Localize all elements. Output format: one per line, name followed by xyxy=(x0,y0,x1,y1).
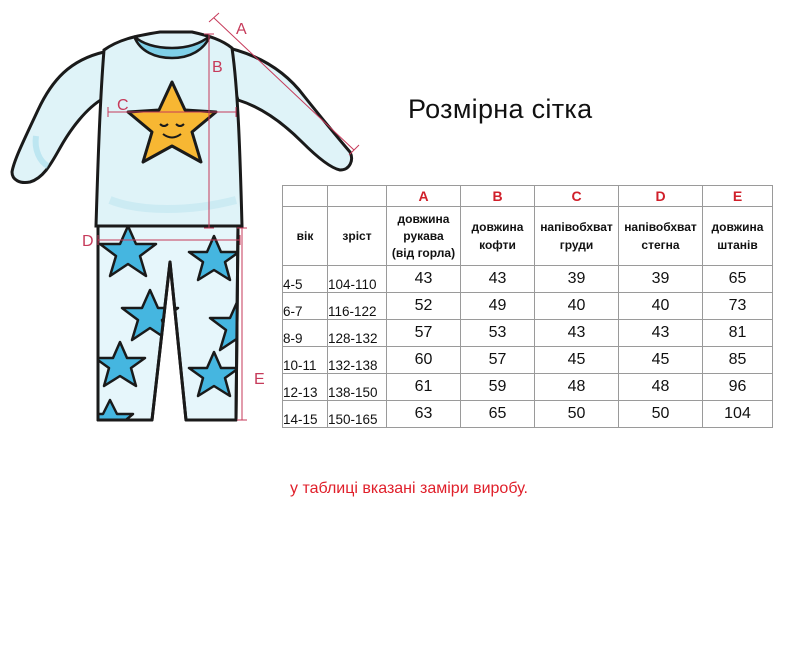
measure-cell: 96 xyxy=(703,374,773,401)
label-a: A xyxy=(236,21,247,38)
measure-cell: 65 xyxy=(461,401,535,428)
measure-cell: 65 xyxy=(703,266,773,293)
column-header-line: штанів xyxy=(717,238,758,252)
table-row xyxy=(283,374,773,401)
height-cell: 150-165 xyxy=(328,401,387,428)
measure-cell: 104 xyxy=(703,401,773,428)
age-cell: 8-9 xyxy=(283,320,328,347)
letter-cell: E xyxy=(703,186,773,207)
column-header-line: довжина xyxy=(711,220,764,234)
measure-cell: 48 xyxy=(535,374,619,401)
column-header-line: груди xyxy=(559,238,594,252)
measure-cell: 43 xyxy=(461,266,535,293)
measure-cell: 57 xyxy=(387,320,461,347)
letter-cell xyxy=(283,186,328,207)
measure-cell: 63 xyxy=(387,401,461,428)
label-e: E xyxy=(254,371,265,388)
measure-cell: 40 xyxy=(535,293,619,320)
column-header xyxy=(283,207,328,266)
measurement-note: у таблиці вказані заміри виробу. xyxy=(290,480,528,497)
measure-cell: 43 xyxy=(619,320,703,347)
pants xyxy=(87,226,266,440)
measure-cell: 52 xyxy=(387,293,461,320)
table-row xyxy=(283,320,773,347)
height-cell: 132-138 xyxy=(328,347,387,374)
measure-cell: 81 xyxy=(703,320,773,347)
measure-cell: 50 xyxy=(535,401,619,428)
letter-cell: D xyxy=(619,186,703,207)
measure-cell: 49 xyxy=(461,293,535,320)
measure-cell: 48 xyxy=(619,374,703,401)
measure-cell: 50 xyxy=(619,401,703,428)
measure-cell: 57 xyxy=(461,347,535,374)
column-header-line: (від горла) xyxy=(391,245,456,260)
column-header-line: стегна xyxy=(641,238,680,252)
column-header xyxy=(461,207,535,266)
column-header-line: напівобхват xyxy=(624,220,697,234)
left-sleeve xyxy=(12,52,104,183)
column-header-line: вік xyxy=(296,229,314,243)
letter-cell: A xyxy=(387,186,461,207)
measure-cell: 53 xyxy=(461,320,535,347)
table-row xyxy=(283,347,773,374)
measure-cell: 59 xyxy=(461,374,535,401)
size-table xyxy=(282,185,773,428)
label-d: D xyxy=(82,233,94,250)
age-cell: 12-13 xyxy=(283,374,328,401)
label-b: B xyxy=(212,59,223,76)
column-header-row xyxy=(283,207,773,266)
column-header xyxy=(703,207,773,266)
column-header xyxy=(387,207,461,266)
letter-cell xyxy=(328,186,387,207)
measure-cell: 40 xyxy=(619,293,703,320)
column-header-line: кофти xyxy=(479,238,516,252)
letter-header-row xyxy=(283,186,773,207)
measure-cell: 85 xyxy=(703,347,773,374)
column-header xyxy=(619,207,703,266)
table-row xyxy=(283,266,773,293)
column-header-line: рукава xyxy=(403,228,444,243)
height-cell: 104-110 xyxy=(328,266,387,293)
size-table-body xyxy=(283,266,773,428)
height-cell: 128-132 xyxy=(328,320,387,347)
measure-cell: 45 xyxy=(619,347,703,374)
age-cell: 4-5 xyxy=(283,266,328,293)
measure-cell: 39 xyxy=(535,266,619,293)
column-header-line: напівобхват xyxy=(540,220,613,234)
age-cell: 10-11 xyxy=(283,347,328,374)
measure-cell: 39 xyxy=(619,266,703,293)
column-header xyxy=(535,207,619,266)
age-cell: 14-15 xyxy=(283,401,328,428)
column-header-line: довжина xyxy=(397,211,450,226)
column-header-line: зріст xyxy=(342,229,372,243)
column-header-line: довжина xyxy=(471,220,524,234)
height-cell: 116-122 xyxy=(328,293,387,320)
label-c: C xyxy=(117,97,129,114)
measure-cell: 43 xyxy=(387,266,461,293)
measure-cell: 73 xyxy=(703,293,773,320)
table-row xyxy=(283,401,773,428)
letter-cell: B xyxy=(461,186,535,207)
letter-cell: C xyxy=(535,186,619,207)
measure-cell: 43 xyxy=(535,320,619,347)
height-cell: 138-150 xyxy=(328,374,387,401)
table-row xyxy=(283,293,773,320)
measure-cell: 60 xyxy=(387,347,461,374)
measure-cell: 61 xyxy=(387,374,461,401)
age-cell: 6-7 xyxy=(283,293,328,320)
column-header xyxy=(328,207,387,266)
measure-cell: 45 xyxy=(535,347,619,374)
page-title: Розмірна сітка xyxy=(408,94,593,124)
